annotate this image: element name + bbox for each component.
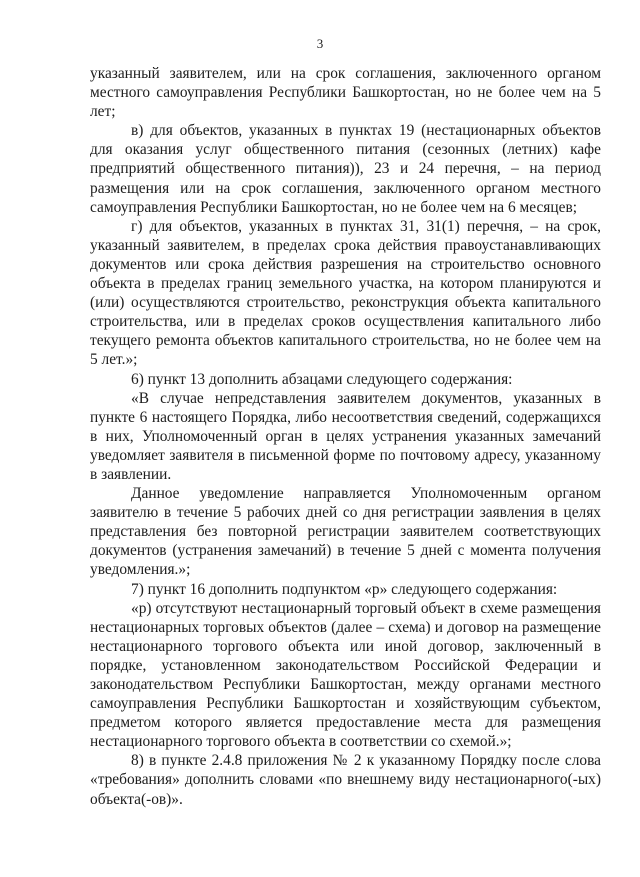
paragraph-item-g: г) для объектов, указанных в пунктах 31, 31(1) перечня, – на срок, указанный заявителем, в пределах срока действия правоустанавливающих документов или срока действия разрешения на строительство основного объекта в пределах границ земельного участка, на котором планируются и (или) осуществляются строительство, реконструкция объекта капитального строительства, или в пределах сроков осуществления капитального либо текущего ремонта объектов капитального строительства, но не более чем на 5 лет.»; [90, 217, 601, 369]
paragraph-continuation: указанный заявителем, или на срок соглашения, заключенного органом местного самоуправления Республики Башкортостан, но не более чем на 5 лет; [90, 65, 601, 121]
paragraph-notification: Данное уведомление направляется Уполномоченным органом заявителю в течение 5 рабочих дней со дня регистрации заявления в целях представления без повторной регистрации заявителем соответствующих документов (устранения замечаний) в течение 5 дней с момента получения уведомления.»; [90, 485, 601, 579]
document-body [90, 64, 601, 809]
paragraph-quote-notice: «В случае непредставления заявителем документов, указанных в пункте 6 настоящего Порядка, либо несоответствия сведений, содержащихся в них, Уполномоченный орган в целях устранения указанных замечаний уведомляет заявителя в письменной форме по почтовому адресу, указанному в заявлении. [90, 389, 601, 483]
paragraph-point-8: 8) в пункте 2.4.8 приложения № 2 к указанному Порядку после слова «требования» дополнить словами «по внешнему виду нестационарного(-ых) объекта(-ов)». [90, 752, 601, 808]
paragraph-item-v: в) для объектов, указанных в пунктах 19 (нестационарных объектов для оказания услуг общественного питания (сезонных (летних) кафе предприятий общественного питания)), 23 и 24 перечня, – на период размещения или на срок соглашения, заключенного органом местного самоуправления Республики Башкортостан, но не более чем на 6 месяцев; [90, 122, 601, 216]
paragraph-point-6: 6) пункт 13 дополнить абзацами следующего содержания: [131, 370, 513, 388]
paragraph-point-7: 7) пункт 16 дополнить подпунктом «р» следующего содержания: [131, 580, 558, 598]
paragraph-subpoint-r: «р) отсутствуют нестационарный торговый объект в схеме размещения нестационарных торговых объектов (далее – схема) и договор на размещение нестационарного торгового объекта или иной договор, заключенный в порядке, установленном законодательством Российской Федерации и законодательством Республики Башкортостан, между органами местного самоуправления Республики Башкортостан и хозяйствующим субъектом, предметом которого является предоставление места для размещения нестационарного торгового объекта в соответствии со схемой.»; [90, 599, 601, 751]
page-number: 3 [316, 36, 324, 51]
